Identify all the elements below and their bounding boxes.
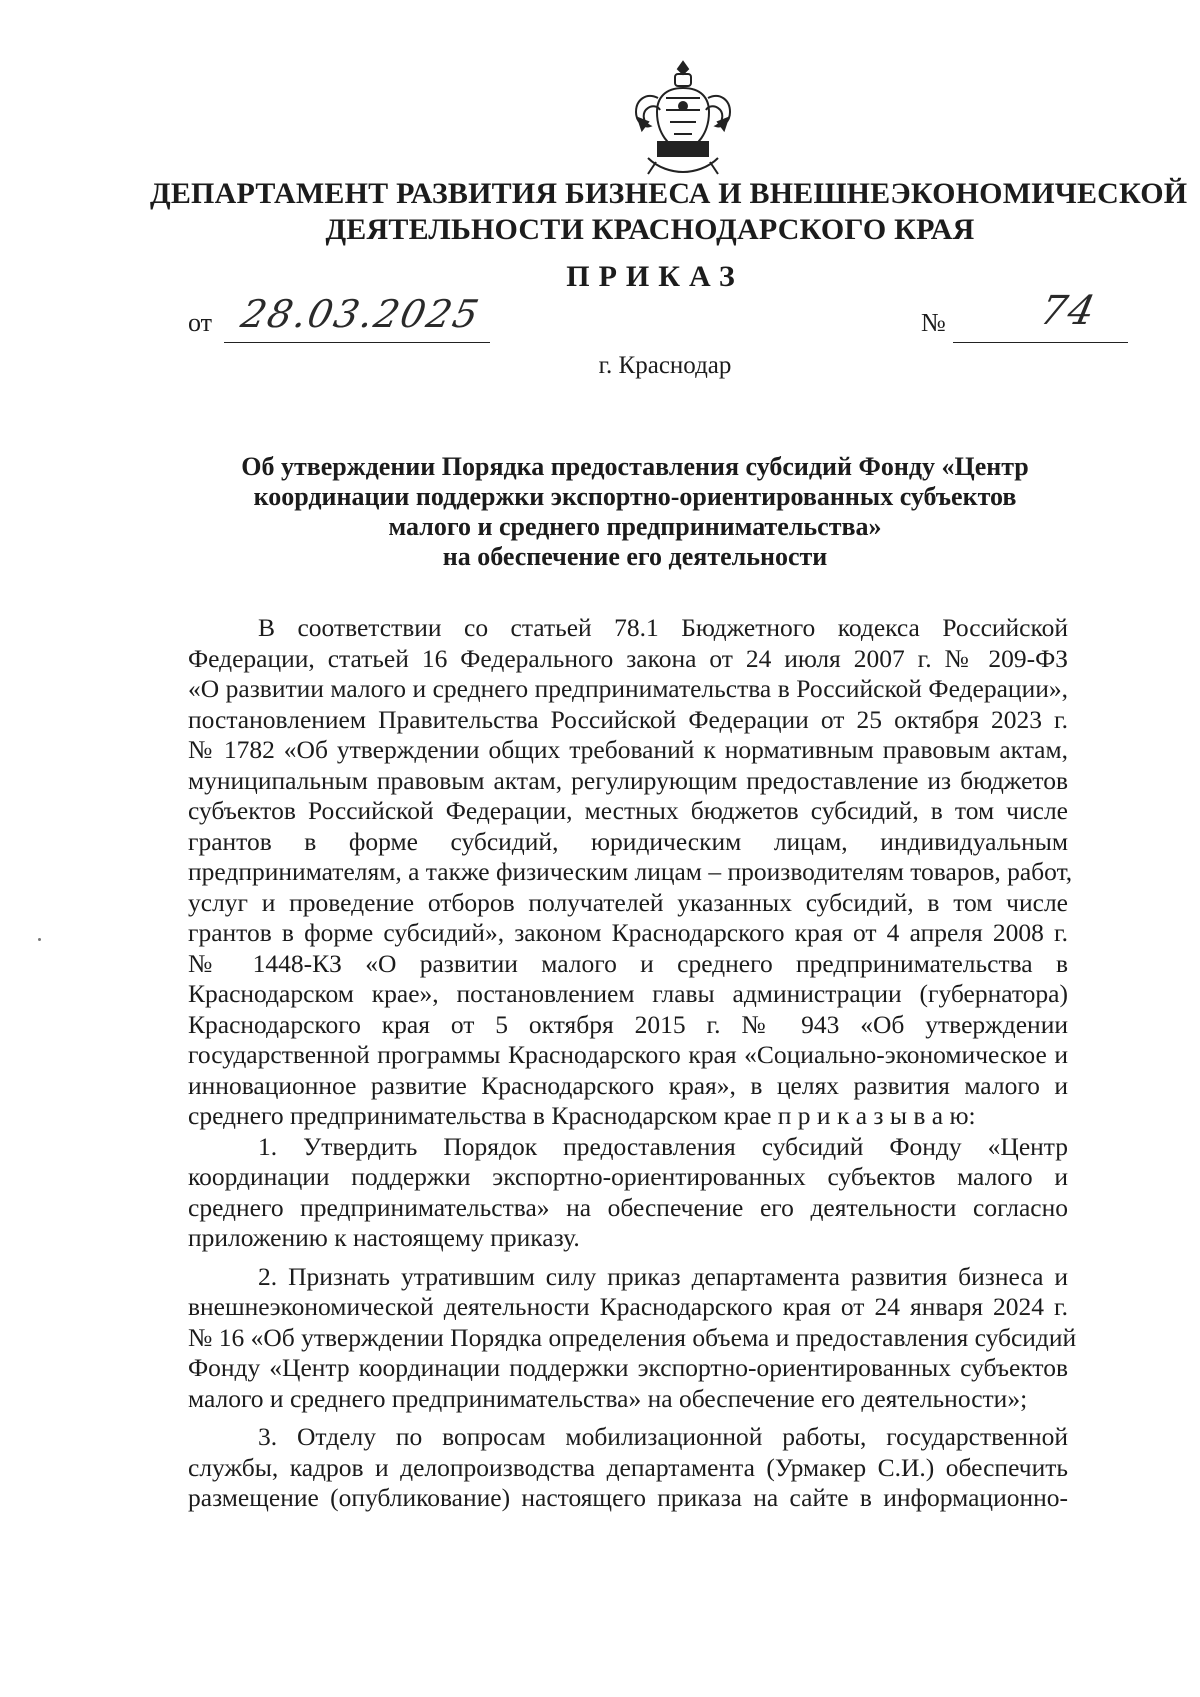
date-label: от	[188, 308, 213, 337]
body-line: «О развитии малого и среднего предпринимательства в Российской Федерации»,	[188, 674, 1068, 703]
body-line: № 1448-КЗ «О развитии малого и среднего предпринимательства в	[188, 948, 1068, 978]
department-name	[150, 176, 1188, 248]
city-line: г. Краснодар	[598, 352, 732, 379]
body-line: субъектов Российской Федерации, местных бюджетов субсидий, в том числе	[188, 796, 1068, 825]
scan-artifact	[38, 938, 41, 941]
title-line: на обеспечение его деятельности	[442, 542, 828, 571]
body-line: среднего предпринимательства» на обеспечение его деятельности согласно	[188, 1192, 1068, 1222]
body-line: грантов в форме субсидий, юридическим лицам, индивидуальным	[188, 826, 1068, 856]
body-line: внешнеэкономической деятельности Краснодарского края от 24 января 2024 г.	[188, 1292, 1068, 1321]
title-line: Об утверждении Порядка предоставления субсидий Фонду «Центр	[241, 452, 1029, 481]
body-line: Краснодарского края от 5 октября 2015 г. № 943 «Об утверждении	[188, 1009, 1068, 1039]
body-line: размещение (опубликование) настоящего приказа на сайте в информационно-	[188, 1483, 1068, 1512]
body-line: государственной программы Краснодарского края «Социально-экономическое и	[188, 1040, 1068, 1069]
body-line: инновационное развитие Краснодарского края», в целях развития малого и	[188, 1070, 1068, 1100]
document-type: ПРИКАЗ	[566, 260, 744, 293]
body-line: предпринимателям, а также физическим лицам – производителям товаров, работ,	[188, 857, 1073, 886]
body-line: грантов в форме субсидий», законом Краснодарского края от 4 апреля 2008 г.	[188, 918, 1068, 947]
department-name-line2: ДЕЯТЕЛЬНОСТИ КРАСНОДАРСКОГО КРАЯ	[325, 213, 975, 246]
body-line: службы, кадров и делопроизводства департамента (Урмакер С.И.) обеспечить	[188, 1452, 1068, 1482]
number-label: №	[921, 308, 946, 337]
body-line: 2. Признать утратившим силу приказ департамента развития бизнеса и	[258, 1261, 1068, 1291]
handwritten-number: 74	[1036, 288, 1101, 334]
body-line: муниципальным правовым актам, регулирующим предоставление из бюджетов	[188, 765, 1068, 795]
body-line: среднего предпринимательства в Краснодарском крае п р и к а з ы в а ю:	[188, 1101, 976, 1130]
number-field	[953, 288, 1128, 343]
body-line: координации поддержки экспортно-ориентированных субъектов малого и	[188, 1162, 1068, 1191]
body-line: № 16 «Об утверждении Порядка определения объема и предоставления субсидий	[188, 1322, 1077, 1352]
body-line: постановлением Правительства Российской Федерации от 25 октября 2023 г.	[188, 704, 1068, 734]
document-body	[188, 613, 1077, 1514]
document-title	[200, 452, 1070, 572]
title-line: малого и среднего предпринимательства»	[388, 512, 882, 541]
department-name-line1: ДЕПАРТАМЕНТ РАЗВИТИЯ БИЗНЕСА И ВНЕШНЕЭКОНОМИЧЕСКОЙ	[150, 177, 1188, 210]
body-line: 1. Утвердить Порядок предоставления субсидий Фонду «Центр	[258, 1131, 1068, 1161]
handwritten-date: 28.03.2025	[237, 292, 485, 336]
body-line: Фонду «Центр координации поддержки экспортно-ориентированных субъектов	[188, 1353, 1068, 1382]
title-line: координации поддержки экспортно-ориентированных субъектов	[253, 482, 1017, 511]
coat-of-arms-icon	[628, 58, 738, 180]
body-line: малого и среднего предпринимательства» на обеспечение его деятельности»;	[188, 1383, 1028, 1413]
body-line: услуг и проведение отборов получателей указанных субсидий, в том числе	[188, 887, 1068, 917]
body-line: Федерации, статьей 16 Федерального закона от 24 июля 2007 г. № 209-ФЗ	[188, 643, 1068, 673]
body-line: 3. Отделу по вопросам мобилизационной работы, государственной	[258, 1422, 1068, 1451]
body-line: Краснодарском крае», постановлением главы администрации (губернатора)	[188, 979, 1068, 1008]
date-field	[224, 292, 490, 343]
date-number-row	[188, 288, 1138, 348]
body-line: В соответствии со статьей 78.1 Бюджетного кодекса Российской	[258, 613, 1068, 642]
body-line: № 1782 «Об утверждении общих требований к нормативным правовым актам,	[188, 735, 1068, 764]
body-line: приложению к настоящему приказу.	[188, 1223, 580, 1252]
